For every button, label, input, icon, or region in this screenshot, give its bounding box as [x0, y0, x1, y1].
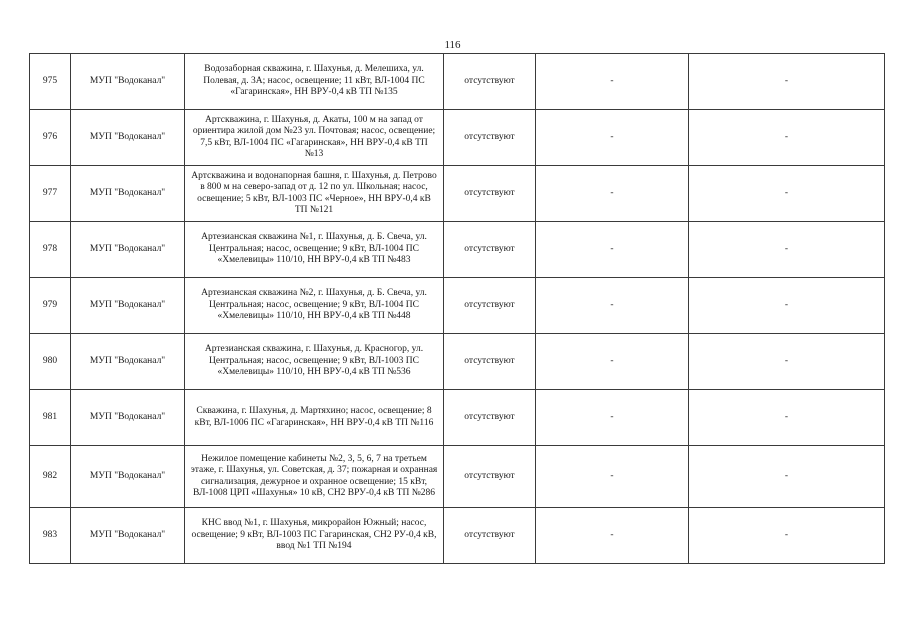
- empty-cell: -: [689, 278, 885, 334]
- empty-cell: -: [689, 446, 885, 508]
- table-row: [30, 278, 885, 334]
- empty-cell: -: [689, 508, 885, 564]
- table-row: [30, 222, 885, 278]
- organization-name: МУП "Водоканал": [71, 278, 185, 334]
- object-description: Артезианская скважина, г. Шахунья, д. Красногор, ул. Центральная; насос, освещение; 9 кВт, ВЛ-1003 ПС «Хмелевицы» 110/10, НН ВРУ-0,4 кВ ТП №536: [185, 334, 444, 390]
- empty-cell: -: [536, 334, 689, 390]
- row-number: 976: [30, 110, 71, 166]
- status-cell: отсутствуют: [444, 54, 536, 110]
- organization-name: МУП "Водоканал": [71, 334, 185, 390]
- empty-cell: -: [536, 446, 689, 508]
- organization-name: МУП "Водоканал": [71, 446, 185, 508]
- empty-cell: -: [536, 278, 689, 334]
- status-cell: отсутствуют: [444, 166, 536, 222]
- table-row: [30, 110, 885, 166]
- organization-name: МУП "Водоканал": [71, 390, 185, 446]
- empty-cell: -: [536, 110, 689, 166]
- table-row: [30, 166, 885, 222]
- page-number: 116: [444, 39, 461, 51]
- empty-cell: -: [536, 390, 689, 446]
- empty-cell: -: [689, 54, 885, 110]
- row-number: 981: [30, 390, 71, 446]
- organization-name: МУП "Водоканал": [71, 166, 185, 222]
- object-description: Артезианская скважина №2, г. Шахунья, д. Б. Свеча, ул. Центральная; насос, освещение; 9 кВт, ВЛ-1004 ПС «Хмелевицы» 110/10, НН ВРУ-0,4 кВ ТП №448: [185, 278, 444, 334]
- organization-name: МУП "Водоканал": [71, 508, 185, 564]
- object-description: Артскважина и водонапорная башня, г. Шахунья, д. Петрово в 800 м на северо-запад от д. 12 по ул. Школьная; насос, освещение; 5 кВт, ВЛ-1003 ПС «Черное», НН ВРУ-0,4 кВ ТП №121: [185, 166, 444, 222]
- status-cell: отсутствуют: [444, 508, 536, 564]
- row-number: 980: [30, 334, 71, 390]
- status-cell: отсутствуют: [444, 446, 536, 508]
- empty-cell: -: [689, 334, 885, 390]
- row-number: 979: [30, 278, 71, 334]
- table-row: [30, 508, 885, 564]
- table-row: [30, 446, 885, 508]
- row-number: 983: [30, 508, 71, 564]
- empty-cell: -: [536, 54, 689, 110]
- empty-cell: -: [689, 166, 885, 222]
- object-description: КНС ввод №1, г. Шахунья, микрорайон Южный; насос, освещение; 9 кВт, ВЛ-1003 ПС Гагаринская, СН2 РУ-0,4 кВ, ввод №1 ТП №194: [185, 508, 444, 564]
- object-description: Артезианская скважина №1, г. Шахунья, д. Б. Свеча, ул. Центральная; насос, освещение; 9 кВт, ВЛ-1004 ПС «Хмелевицы» 110/10, НН ВРУ-0,4 кВ ТП №483: [185, 222, 444, 278]
- empty-cell: -: [689, 222, 885, 278]
- registry-table: [29, 53, 885, 564]
- table-row: [30, 390, 885, 446]
- table-row: [30, 54, 885, 110]
- row-number: 982: [30, 446, 71, 508]
- object-description: Артскважина, г. Шахунья, д. Акаты, 100 м на запад от ориентира жилой дом №23 ул. Почтовая; насос, освещение; 7,5 кВт, ВЛ-1004 ПС «Гагаринская», НН ВРУ-0,4 кВ ТП №13: [185, 110, 444, 166]
- object-description: Нежилое помещение кабинеты №2, 3, 5, 6, 7 на третьем этаже, г. Шахунья, ул. Советская, д. 37; пожарная и охранная сигнализация, дежурное и охранное освещение; 15 кВт, ВЛ-1008 ЦРП «Шахунья» 10 кВ, СН2 ВРУ-0,4 кВ ТП №286: [185, 446, 444, 508]
- row-number: 977: [30, 166, 71, 222]
- status-cell: отсутствуют: [444, 222, 536, 278]
- row-number: 978: [30, 222, 71, 278]
- status-cell: отсутствуют: [444, 110, 536, 166]
- object-description: Скважина, г. Шахунья, д. Мартяхино; насос, освещение; 8 кВт, ВЛ-1006 ПС «Гагаринская», НН ВРУ-0,4 кВ ТП №116: [185, 390, 444, 446]
- empty-cell: -: [689, 110, 885, 166]
- status-cell: отсутствуют: [444, 278, 536, 334]
- table-row: [30, 334, 885, 390]
- empty-cell: -: [536, 222, 689, 278]
- organization-name: МУП "Водоканал": [71, 54, 185, 110]
- row-number: 975: [30, 54, 71, 110]
- status-cell: отсутствуют: [444, 334, 536, 390]
- status-cell: отсутствуют: [444, 390, 536, 446]
- organization-name: МУП "Водоканал": [71, 110, 185, 166]
- empty-cell: -: [536, 508, 689, 564]
- empty-cell: -: [689, 390, 885, 446]
- object-description: Водозаборная скважина, г. Шахунья, д. Мелешиха, ул. Полевая, д. 3А; насос, освещение; 11 кВт, ВЛ-1004 ПС «Гагаринская», НН ВРУ-0,4 кВ ТП №135: [185, 54, 444, 110]
- organization-name: МУП "Водоканал": [71, 222, 185, 278]
- empty-cell: -: [536, 166, 689, 222]
